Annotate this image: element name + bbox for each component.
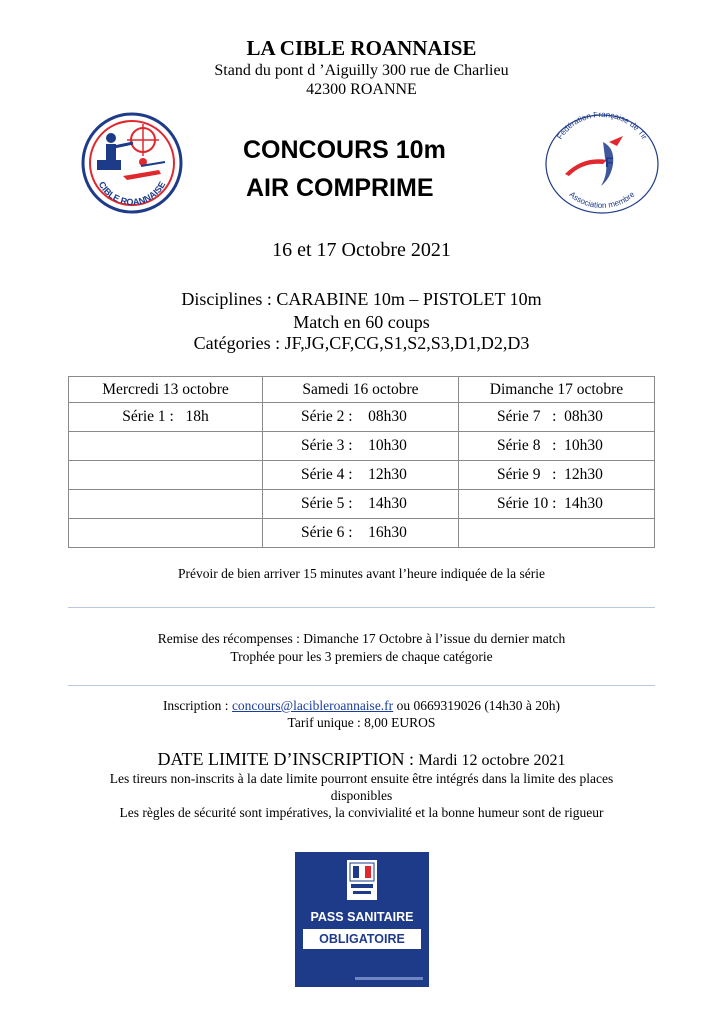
schedule-header-saturday: Samedi 16 octobre bbox=[262, 377, 458, 403]
schedule-cell bbox=[69, 490, 263, 519]
pass-sanitaire-title: PASS SANITAIRE bbox=[310, 910, 414, 924]
club-name: LA CIBLE ROANNAISE bbox=[246, 36, 477, 60]
registration-deadline bbox=[0, 749, 723, 770]
deadline-label: DATE LIMITE D’INSCRIPTION : bbox=[157, 749, 419, 769]
competition-subtitle: AIR COMPRIME bbox=[246, 174, 434, 202]
deadline-date: Mardi 12 octobre 2021 bbox=[418, 752, 566, 769]
schedule-slot: Série 9 : 12h30 bbox=[496, 466, 603, 483]
fftir-logo-bottom-text: Association membre bbox=[567, 189, 637, 210]
safety-rule: Les règles de sécurité sont impératives, la convivialité et la bonne humeur sont de rigueur bbox=[119, 805, 604, 820]
awards-info: Remise des récompenses : Dimanche 17 Octobre à l’issue du dernier match bbox=[157, 631, 566, 646]
disciplines: Disciplines : CARABINE 10m – PISTOLET 10m bbox=[181, 289, 542, 309]
club-city: 42300 ROANNE bbox=[306, 81, 417, 98]
categories: Catégories : JF,JG,CF,CG,S1,S2,S3,D1,D2,D3 bbox=[193, 333, 530, 353]
schedule-cell bbox=[262, 403, 458, 432]
schedule-cell bbox=[262, 490, 458, 519]
schedule-cell bbox=[458, 403, 654, 432]
divider bbox=[68, 607, 655, 608]
schedule-slot: Série 10 : 14h30 bbox=[496, 495, 603, 512]
schedule-cell bbox=[69, 519, 263, 548]
schedule-slot: Série 8 : 10h30 bbox=[496, 437, 603, 454]
schedule-cell bbox=[69, 432, 263, 461]
club-logo bbox=[81, 112, 183, 214]
schedule-cell bbox=[69, 461, 263, 490]
event-dates: 16 et 17 Octobre 2021 bbox=[272, 239, 451, 261]
tous-anticovid-icon bbox=[347, 860, 377, 900]
match-format: Match en 60 coups bbox=[293, 312, 430, 332]
club-address: Stand du pont d ’Aiguilly 300 rue de Charlieu bbox=[214, 62, 509, 79]
schedule-slot: Série 6 : 16h30 bbox=[300, 524, 407, 541]
divider bbox=[68, 685, 655, 686]
pass-sanitaire-mandatory: OBLIGATOIRE bbox=[319, 932, 405, 946]
table-row bbox=[69, 461, 655, 490]
schedule-cell bbox=[262, 461, 458, 490]
club-logo-text: CIBLE ROANNAISE bbox=[96, 179, 168, 208]
schedule-cell bbox=[262, 519, 458, 548]
competition-title: CONCOURS 10m bbox=[243, 136, 446, 164]
schedule-table bbox=[68, 376, 655, 548]
registration-email-link[interactable]: concours@lacibleroannaise.fr bbox=[231, 698, 394, 713]
table-row bbox=[69, 432, 655, 461]
schedule-header-wednesday: Mercredi 13 octobre bbox=[69, 377, 263, 403]
table-row bbox=[69, 519, 655, 548]
table-row bbox=[69, 490, 655, 519]
registration-phone: ou 0669319026 (14h30 à 20h) bbox=[393, 698, 561, 713]
arrival-note: Prévoir de bien arriver 15 minutes avant l’heure indiquée de la série bbox=[178, 566, 545, 581]
schedule-header-sunday: Dimanche 17 octobre bbox=[458, 377, 654, 403]
schedule-slot: Série 2 : 08h30 bbox=[300, 408, 407, 425]
late-registration-rule: Les tireurs non-inscrits à la date limite pourront ensuite être intégrés dans la limite des places disponibles bbox=[109, 771, 614, 803]
schedule-slot: Série 5 : 14h30 bbox=[300, 495, 407, 512]
poster-footer-mark bbox=[355, 977, 423, 980]
schedule-header-row bbox=[69, 377, 655, 403]
schedule-cell bbox=[458, 432, 654, 461]
schedule-cell bbox=[458, 461, 654, 490]
price: Tarif unique : 8,00 EUROS bbox=[287, 715, 436, 730]
registration-line bbox=[0, 698, 723, 714]
schedule-cell: Série 1 : 18h bbox=[69, 403, 263, 432]
svg-text:F: F bbox=[605, 154, 614, 170]
schedule-cell bbox=[458, 519, 654, 548]
pass-sanitaire-poster bbox=[295, 852, 429, 987]
table-row bbox=[69, 403, 655, 432]
schedule-slot: Série 3 : 10h30 bbox=[300, 437, 407, 454]
fftir-logo-top-text: Fédération Française de Tir bbox=[555, 112, 649, 141]
trophy-info: Trophée pour les 3 premiers de chaque catégorie bbox=[230, 649, 493, 664]
schedule-slot: Série 7 : 08h30 bbox=[496, 408, 603, 425]
fftir-logo bbox=[543, 112, 661, 216]
schedule-slot: Série 4 : 12h30 bbox=[300, 466, 407, 483]
schedule-cell bbox=[262, 432, 458, 461]
registration-prefix: Inscription : bbox=[162, 698, 232, 713]
pass-sanitaire-banner bbox=[303, 929, 421, 949]
schedule-cell bbox=[458, 490, 654, 519]
